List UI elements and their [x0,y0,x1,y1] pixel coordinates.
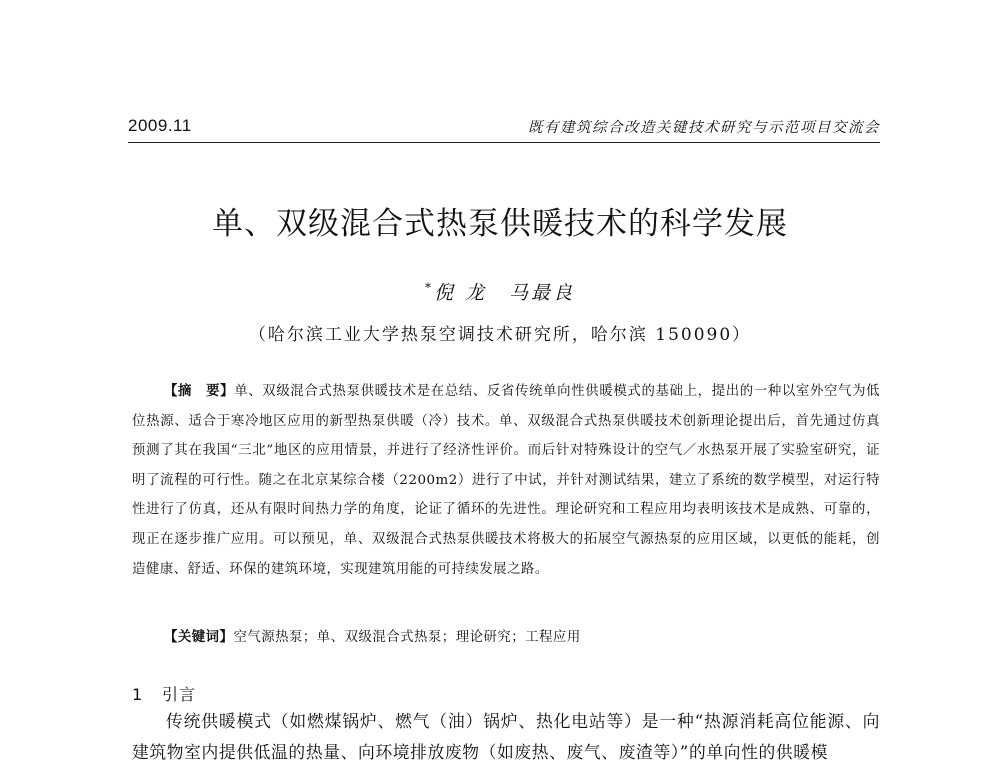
author-1: 倪 龙 [433,282,488,304]
abstract-label: 【摘 要】 [164,383,235,399]
section-title: 引言 [162,685,197,704]
journal-name: 既有建筑综合改造关键技术研究与示范项目交流会 [528,120,880,136]
corresponding-author-marker: * [424,280,434,295]
affiliation: （哈尔滨工业大学热泵空调技术研究所，哈尔滨 150090） [248,325,752,345]
author-2: 马最良 [509,282,576,304]
abstract [132,377,880,584]
keywords-text: 空气源热泵；单、双级混合式热泵；理论研究；工程应用 [233,630,581,645]
header-rule [128,142,880,143]
paper-title: 单、双级混合式热泵供暖技术的科学发展 [212,206,788,242]
body-paragraph: 传统供暖模式（如燃煤锅炉、燃气（油）锅炉、热化电站等）是一种“热源消耗高位能源、向建筑物室内提供低温的热量、向环境排放废物（如废热、废气、废渣等）”的单向性的供暖模 [132,711,880,762]
abstract-text: 单、双级混合式热泵供暖技术是在总结、反省传统单向性供暖模式的基础上，提出的一种以室外空气为低位热源、适合于寒冷地区应用的新型热泵供暖（冷）技术。单、双级混合式热泵供暖技术创新理论提出后，首先通过仿真预测了其在我国“三北”地区的应用情景，并进行了经济性评价。而后针对特殊设计的空气／水热泵开展了实验室研究，证明了流程的可行性。随之在北京某综合楼（2200m2）进行了中试，并针对测试结果，建立了系统的数学模型，对运行特性进行了仿真，还从有限时间热力学的角度，论证了循环的先进性。理论研究和工程应用均表明该技术是成熟、可靠的，现正在逐步推广应用。可以预见，单、双级混合式热泵供暖技术将极大的拓展空气源热泵的应用区域，以更低的能耗，创造健康、舒适、环保的建筑环境，实现建筑用能的可持续发展之路。 [132,384,881,577]
author-line [0,278,1000,305]
page-header [128,112,880,142]
keywords [164,626,884,645]
section-heading [132,682,196,705]
keywords-label: 【关键词】 [164,629,234,645]
section-number: 1 [132,685,144,704]
issue-date: 2009.11 [128,116,192,135]
